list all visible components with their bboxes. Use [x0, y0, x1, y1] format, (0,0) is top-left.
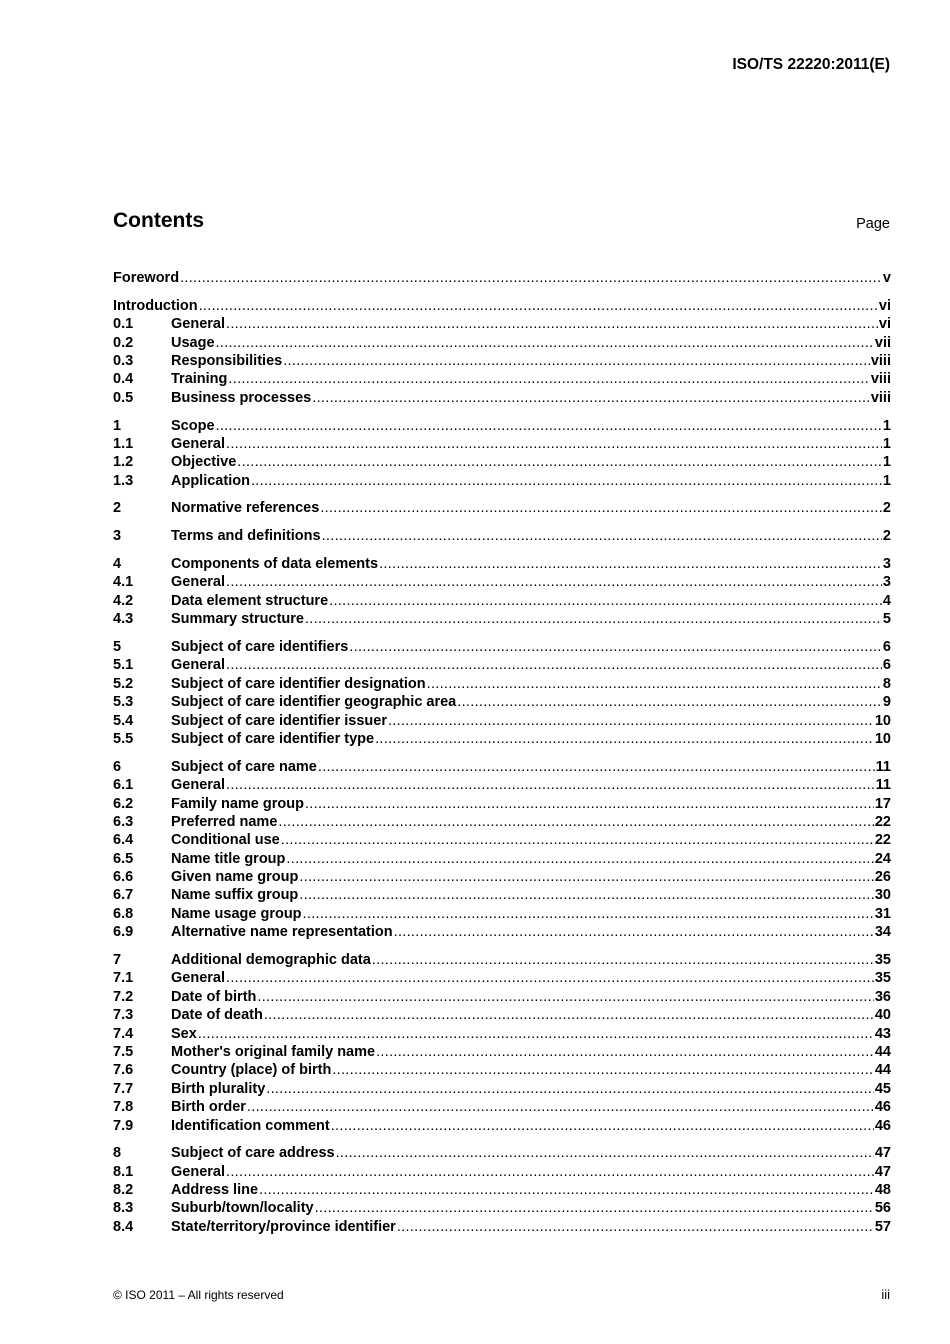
toc-entry[interactable] [113, 886, 891, 904]
toc-leader-dots [331, 1117, 874, 1135]
toc-entry-page: 1 [882, 417, 891, 434]
toc-entry[interactable] [113, 610, 891, 628]
toc-entry-number: 4.1 [113, 574, 134, 591]
toc-entry-title: Date of death [171, 1007, 263, 1024]
toc-entry-page: 46 [874, 1099, 891, 1116]
toc-leader-dots [427, 675, 882, 693]
toc-group [113, 417, 891, 491]
toc-entry-title: Training [171, 371, 228, 388]
toc-entry[interactable] [113, 831, 891, 849]
toc-group [113, 951, 891, 1135]
toc-entry[interactable] [113, 905, 891, 923]
toc-entry-number: 7.7 [113, 1080, 134, 1097]
toc-entry-page: vii [874, 334, 891, 351]
toc-entry[interactable] [113, 352, 891, 370]
toc-entry-title: General [171, 574, 225, 591]
toc-entry-page: 44 [874, 1062, 891, 1079]
toc-entry-page: 6 [882, 638, 891, 655]
toc-entry-title: Subject of care identifiers [171, 638, 349, 655]
toc-leader-dots [259, 1181, 874, 1199]
toc-entry-title: Alternative name representation [171, 924, 393, 941]
toc-entry-title: General [171, 435, 225, 452]
toc-entry-title: Preferred name [171, 813, 278, 830]
toc-entry-title: Summary structure [171, 611, 304, 628]
toc-leader-dots [305, 795, 874, 813]
toc-entry-number: 0.5 [113, 389, 134, 406]
toc-entry-page: 31 [874, 905, 891, 922]
toc-entry-page: 10 [874, 712, 891, 729]
toc-leader-dots [180, 269, 882, 287]
toc-leader-dots [315, 1199, 874, 1217]
toc-entry-title: Business processes [171, 389, 312, 406]
toc-entry-number: 7.3 [113, 1007, 134, 1024]
toc-entry-page: 11 [875, 777, 891, 794]
toc-entry[interactable] [113, 1218, 891, 1236]
toc-leader-dots [247, 1098, 874, 1116]
toc-entry-number: 1.3 [113, 472, 134, 489]
toc-leader-dots [349, 638, 882, 656]
toc-entry-title: Address line [171, 1182, 259, 1199]
toc-entry-title: Subject of care name [171, 758, 317, 775]
toc-entry-page: v [882, 270, 891, 286]
toc-entry-page: vi [878, 297, 891, 314]
toc-entry[interactable] [113, 850, 891, 868]
toc-group [113, 297, 891, 407]
toc-leader-dots [264, 1006, 874, 1024]
toc-entry[interactable] [113, 1098, 891, 1116]
toc-leader-dots [226, 1163, 874, 1181]
toc-entry-page: 43 [874, 1025, 891, 1042]
toc-entry-number: 5.2 [113, 675, 134, 692]
toc-entry[interactable] [113, 334, 891, 352]
toc-entry-page: 22 [874, 832, 891, 849]
toc-entry-number: 6.6 [113, 869, 134, 886]
toc-entry-title: Birth plurality [171, 1080, 266, 1097]
toc-entry-page: 36 [874, 988, 891, 1005]
toc-entry[interactable] [113, 813, 891, 831]
toc-entry-page: 46 [874, 1117, 891, 1134]
toc-entry-number: 8.2 [113, 1182, 134, 1199]
toc-entry[interactable] [113, 370, 891, 388]
toc-entry-title: Application [171, 472, 250, 489]
toc-leader-dots [228, 370, 869, 388]
toc-entry[interactable] [113, 315, 891, 333]
toc-entry-page: 30 [874, 887, 891, 904]
toc-entry[interactable] [113, 638, 891, 656]
toc-entry-number: 5 [113, 638, 122, 655]
table-of-contents [113, 269, 891, 1246]
toc-entry[interactable] [113, 453, 891, 471]
toc-entry-number: 8 [113, 1145, 122, 1162]
toc-entry[interactable] [113, 527, 891, 545]
toc-entry[interactable] [113, 1080, 891, 1098]
toc-entry-page: 2 [882, 500, 891, 517]
toc-leader-dots [216, 417, 882, 435]
toc-entry-page: 17 [874, 795, 891, 812]
toc-entry-number: 8.4 [113, 1218, 134, 1235]
toc-entry-number: 7.4 [113, 1025, 134, 1042]
toc-entry-page: 1 [882, 472, 891, 489]
toc-entry[interactable] [113, 1061, 891, 1079]
toc-entry-page: 35 [874, 970, 891, 987]
toc-entry-page: 3 [882, 574, 891, 591]
toc-entry[interactable] [113, 951, 891, 969]
toc-entry-title: Date of birth [171, 988, 257, 1005]
toc-entry-number: 7.1 [113, 970, 134, 987]
toc-entry-title: Name usage group [171, 905, 302, 922]
contents-heading: Contents [113, 209, 204, 232]
toc-entry-title: Responsibilities [171, 352, 283, 369]
toc-entry-page: 22 [874, 813, 891, 830]
toc-entry-title: State/territory/province identifier [171, 1218, 396, 1235]
toc-entry-number: 7.9 [113, 1117, 134, 1134]
toc-entry-title: Given name group [171, 869, 299, 886]
toc-entry-page: vi [878, 316, 891, 333]
toc-entry-page: 4 [882, 592, 891, 609]
toc-leader-dots [226, 315, 878, 333]
toc-entry-title: General [171, 970, 225, 987]
toc-entry-number: 7.5 [113, 1043, 134, 1060]
toc-entry-title: Usage [171, 334, 215, 351]
toc-entry-page: 35 [874, 952, 891, 969]
toc-leader-dots [376, 1043, 874, 1061]
toc-entry-title: Subject of care identifier issuer [171, 712, 387, 729]
toc-entry-page: 3 [882, 556, 891, 573]
toc-entry-number: 4.2 [113, 592, 134, 609]
toc-entry-title: Foreword [113, 270, 180, 286]
toc-entry-number: 6 [113, 758, 122, 775]
toc-leader-dots [226, 656, 882, 674]
toc-entry-page: 40 [874, 1007, 891, 1024]
toc-entry-number: 5.5 [113, 730, 134, 747]
toc-leader-dots [318, 758, 875, 776]
toc-entry-title: Data element structure [171, 592, 329, 609]
toc-entry-number: 6.4 [113, 832, 134, 849]
toc-entry[interactable] [113, 1181, 891, 1199]
toc-leader-dots [216, 334, 874, 352]
toc-entry-number: 6.3 [113, 813, 134, 830]
toc-entry-number: 2 [113, 500, 122, 517]
toc-leader-dots [329, 592, 882, 610]
toc-entry[interactable] [113, 1199, 891, 1217]
toc-entry-title: Family name group [171, 795, 304, 812]
toc-entry-number: 0.3 [113, 352, 134, 369]
footer-page-number: iii [881, 1287, 890, 1302]
toc-entry-title: Components of data elements [171, 556, 379, 573]
toc-entry-number: 4 [113, 556, 122, 573]
toc-entry[interactable] [113, 675, 891, 693]
toc-entry-page: viii [870, 371, 891, 388]
toc-entry-page: 26 [874, 869, 891, 886]
toc-entry-title: Birth order [171, 1099, 246, 1116]
toc-entry[interactable] [113, 712, 891, 730]
toc-entry-number: 0.4 [113, 371, 134, 388]
toc-entry-title: Suburb/town/locality [171, 1200, 314, 1217]
toc-entry-title: Subject of care identifier designation [171, 675, 426, 692]
toc-entry-page: 11 [875, 758, 891, 775]
toc-group [113, 555, 891, 629]
toc-entry-number: 7.8 [113, 1099, 134, 1116]
document-id: ISO/TS 22220:2011(E) [732, 56, 890, 73]
toc-entry-title: Objective [171, 454, 237, 471]
toc-entry[interactable] [113, 417, 891, 435]
toc-leader-dots [251, 472, 882, 490]
toc-leader-dots [312, 389, 870, 407]
toc-entry-title: Identification comment [171, 1117, 330, 1134]
footer-copyright: © ISO 2011 – All rights reserved [113, 1288, 284, 1302]
toc-entry-page: viii [870, 352, 891, 369]
toc-entry[interactable] [113, 472, 891, 490]
toc-leader-dots [226, 573, 882, 591]
toc-entry-number: 7 [113, 952, 122, 969]
toc-leader-dots [266, 1080, 874, 1098]
toc-entry-page: 9 [882, 694, 891, 711]
toc-group [113, 499, 891, 517]
toc-entry-title: Normative references [171, 500, 320, 517]
toc-leader-dots [299, 868, 874, 886]
toc-entry-title: Scope [171, 417, 215, 434]
toc-entry[interactable] [113, 555, 891, 573]
toc-entry[interactable] [113, 573, 891, 591]
toc-entry[interactable] [113, 923, 891, 941]
toc-group [113, 638, 891, 748]
toc-entry-title: Country (place) of birth [171, 1062, 332, 1079]
toc-leader-dots [303, 905, 874, 923]
toc-leader-dots [320, 499, 882, 517]
toc-leader-dots [199, 297, 878, 315]
toc-entry-title: Subject of care identifier type [171, 730, 375, 747]
toc-entry-number: 6.2 [113, 795, 134, 812]
toc-entry[interactable] [113, 1163, 891, 1181]
toc-entry-page: viii [870, 389, 891, 406]
toc-entry[interactable] [113, 435, 891, 453]
toc-entry[interactable] [113, 1006, 891, 1024]
toc-entry-number: 0.1 [113, 316, 134, 333]
toc-leader-dots [372, 951, 874, 969]
toc-entry-number: 1.2 [113, 454, 134, 471]
toc-leader-dots [226, 969, 874, 987]
toc-entry[interactable] [113, 1043, 891, 1061]
toc-entry-number: 8.3 [113, 1200, 134, 1217]
toc-entry[interactable] [113, 499, 891, 517]
toc-entry-page: 5 [882, 611, 891, 628]
toc-leader-dots [299, 886, 874, 904]
toc-entry[interactable] [113, 592, 891, 610]
toc-entry[interactable] [113, 969, 891, 987]
toc-entry-page: 6 [882, 657, 891, 674]
toc-entry-page: 8 [882, 675, 891, 692]
toc-leader-dots [198, 1025, 874, 1043]
toc-entry-title: Mother's original family name [171, 1043, 376, 1060]
toc-entry[interactable] [113, 1144, 891, 1162]
toc-leader-dots [332, 1061, 874, 1079]
toc-leader-dots [375, 730, 874, 748]
toc-entry[interactable] [113, 1117, 891, 1135]
toc-leader-dots [379, 555, 882, 573]
toc-entry-title: General [171, 777, 225, 794]
toc-entry-title: Additional demographic data [171, 952, 371, 969]
toc-entry[interactable] [113, 1025, 891, 1043]
toc-entry-page: 45 [874, 1080, 891, 1097]
toc-entry[interactable] [113, 776, 891, 794]
toc-group [113, 1144, 891, 1236]
toc-entry-number: 1 [113, 417, 122, 434]
toc-entry-number: 6.9 [113, 924, 134, 941]
toc-entry-number: 5.3 [113, 694, 134, 711]
toc-entry-number: 7.6 [113, 1062, 134, 1079]
toc-leader-dots [226, 435, 882, 453]
toc-entry[interactable] [113, 693, 891, 711]
toc-entry-number: 1.1 [113, 435, 134, 452]
toc-leader-dots [336, 1144, 874, 1162]
toc-entry-title: General [171, 316, 225, 333]
toc-entry-number: 5.4 [113, 712, 134, 729]
toc-entry-title: Subject of care address [171, 1145, 335, 1162]
toc-entry-number: 5.1 [113, 657, 134, 674]
toc-leader-dots [394, 923, 874, 941]
toc-entry-number: 6.5 [113, 850, 134, 867]
toc-entry[interactable] [113, 868, 891, 886]
toc-entry-page: 34 [874, 924, 891, 941]
toc-entry[interactable] [113, 730, 891, 748]
toc-entry[interactable] [113, 988, 891, 1006]
toc-entry-title: Name suffix group [171, 887, 299, 904]
toc-leader-dots [283, 352, 870, 370]
page-column-label: Page [856, 216, 890, 232]
toc-leader-dots [397, 1218, 874, 1236]
toc-leader-dots [281, 831, 874, 849]
toc-leader-dots [286, 850, 873, 868]
toc-leader-dots [257, 988, 873, 1006]
toc-entry-title: Introduction [113, 297, 198, 314]
toc-entry-number: 0.2 [113, 334, 134, 351]
toc-entry-page: 56 [874, 1200, 891, 1217]
toc-entry-title: General [171, 1163, 225, 1180]
toc-group [113, 269, 891, 287]
toc-leader-dots [237, 453, 882, 471]
toc-leader-dots [322, 527, 882, 545]
toc-group [113, 758, 891, 942]
toc-entry[interactable] [113, 389, 891, 407]
toc-leader-dots [226, 776, 875, 794]
toc-entry-number: 4.3 [113, 611, 134, 628]
toc-entry[interactable] [113, 795, 891, 813]
toc-entry-page: 10 [874, 730, 891, 747]
toc-entry-page: 1 [882, 435, 891, 452]
toc-entry-number: 6.8 [113, 905, 134, 922]
toc-entry[interactable] [113, 269, 891, 287]
toc-entry[interactable] [113, 758, 891, 776]
toc-entry[interactable] [113, 656, 891, 674]
toc-entry-page: 1 [882, 454, 891, 471]
toc-entry-page: 44 [874, 1043, 891, 1060]
toc-entry-title: Conditional use [171, 832, 280, 849]
toc-entry-title: Subject of care identifier geographic area [171, 694, 457, 711]
toc-entry-number: 7.2 [113, 988, 134, 1005]
toc-entry-number: 6.7 [113, 887, 134, 904]
toc-leader-dots [457, 693, 882, 711]
toc-entry-number: 3 [113, 528, 122, 545]
toc-entry-number: 8.1 [113, 1163, 134, 1180]
toc-entry-page: 47 [874, 1145, 891, 1162]
toc-entry-page: 48 [874, 1182, 891, 1199]
toc-entry-page: 24 [874, 850, 891, 867]
toc-leader-dots [305, 610, 882, 628]
toc-entry-page: 2 [882, 528, 891, 545]
toc-entry[interactable] [113, 297, 891, 315]
toc-entry-title: Terms and definitions [171, 528, 321, 545]
toc-entry-page: 47 [874, 1163, 891, 1180]
toc-entry-title: Name title group [171, 850, 286, 867]
toc-leader-dots [388, 712, 874, 730]
toc-group [113, 527, 891, 545]
toc-leader-dots [278, 813, 873, 831]
toc-entry-title: Sex [171, 1025, 197, 1042]
toc-entry-title: General [171, 657, 225, 674]
toc-entry-number: 6.1 [113, 777, 134, 794]
toc-entry-page: 57 [874, 1218, 891, 1235]
